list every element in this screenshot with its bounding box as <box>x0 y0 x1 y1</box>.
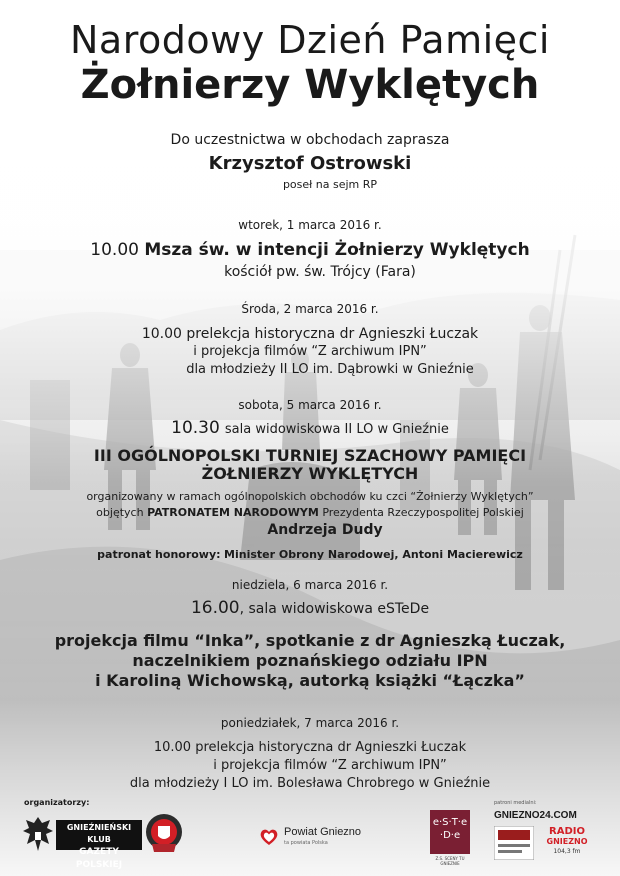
day5-line2: i projekcja filmów “Z archiwum IPN” <box>213 758 447 773</box>
club-line2: GAZETY POLSKIEJ <box>75 847 123 870</box>
radio-line1: RADIO <box>549 826 585 837</box>
club-logo <box>22 814 144 870</box>
radio-line2: GNIEZNO <box>546 837 588 846</box>
gniezno24-logo: GNIEZNO24.COM <box>494 810 577 821</box>
estede-caption: Z.S. SCENY TU GNIEZNIE <box>435 856 465 866</box>
day3-patronat: PATRONATEM NARODOWYM <box>147 506 319 519</box>
day1-place: kościół pw. św. Trójcy (Fara) <box>224 264 416 280</box>
heart-icon <box>258 826 280 848</box>
day1-date: wtorek, 1 marca 2016 r. <box>238 218 382 232</box>
day4-line2: naczelnikiem poznańskiego odziału IPN <box>132 651 488 670</box>
host-name: Krzysztof Ostrowski <box>208 153 412 174</box>
club-line1: GNIEŹNIEŃSKI KLUB <box>66 823 132 844</box>
day3-org-line1: organizowany w ramach ogólnopolskich obchodów ku czci “Żołnierzy Wyklętych” <box>86 490 534 503</box>
day4-line3: i Karoliną Wichowską, autorką książki “Łączka” <box>95 671 525 690</box>
invite-text: Do uczestnictwa w obchodach zaprasza <box>170 132 450 148</box>
radio-gniezno-logo <box>544 826 590 856</box>
media-caption: patroni medialni: <box>494 800 537 806</box>
day2-line3: dla młodzieży II LO im. Dąbrowki w Gnieźnie <box>186 362 474 377</box>
powiat-name: Powiat Gniezno <box>284 826 362 838</box>
day3-event-line2: ŻOŁNIERZY WYKLĘTYCH <box>201 464 419 483</box>
day3-time-line <box>0 418 620 438</box>
powiat-tagline: ta powiata Polska <box>284 840 328 846</box>
day4-time: 16.00 <box>190 598 240 618</box>
estede-text: e·S·T·e·D·e <box>432 817 468 841</box>
club-badge <box>56 820 142 870</box>
day5-line1 <box>0 740 620 755</box>
day2-text1: prelekcja historyczna dr Agnieszki Łuczak <box>186 326 479 342</box>
footer-logos <box>0 790 620 876</box>
day3-org-line2c: Prezydenta Rzeczypospolitej Polskiej <box>322 506 524 519</box>
estede-logo <box>430 810 470 854</box>
day5-time: 10.00 <box>153 740 192 755</box>
day2-line1 <box>0 326 620 342</box>
day5-text1: prelekcja historyczna dr Agnieszki Łuczak <box>195 740 467 755</box>
day3-time: 10.30 <box>171 418 220 438</box>
day2-date: Środa, 2 marca 2016 r. <box>241 302 379 316</box>
day3-honor-value: Minister Obrony Narodowej, Antoni Macierewicz <box>224 548 523 561</box>
day4-line1: projekcja filmu “Inka”, spotkanie z dr Agnieszką Łuczak, <box>54 631 566 650</box>
day3-org-line2 <box>0 506 620 519</box>
day3-president: Andrzeja Dudy <box>267 522 383 538</box>
day3-honor <box>0 548 620 561</box>
day5-line3: dla młodzieży I LO im. Bolesława Chrobrego w Gnieźnie <box>129 776 491 791</box>
day3-place: sala widowiskowa II LO w Gnieźnie <box>224 422 449 437</box>
host-role: poseł na sejm RP <box>282 178 378 191</box>
eagle-icon <box>22 814 54 854</box>
day3-date: sobota, 5 marca 2016 r. <box>238 398 382 412</box>
day1-event: Msza św. w intencji Żołnierzy Wyklętych <box>144 240 530 260</box>
day1-time: 10.00 <box>90 240 139 260</box>
newspaper-icon <box>494 826 534 860</box>
day1-event-line <box>0 240 620 260</box>
day4-time-line <box>0 598 620 618</box>
title-line2: Żołnierzy Wyklętych <box>80 62 540 108</box>
day3-honor-label: patronat honorowy: <box>97 548 221 561</box>
day4-place: , sala widowiskowa eSTeDe <box>239 601 430 617</box>
day3-event-line1: III OGÓLNOPOLSKI TURNIEJ SZACHOWY PAMIĘCI <box>93 446 527 465</box>
day2-line2: i projekcja filmów “Z archiwum IPN” <box>193 344 427 359</box>
school-crest-icon <box>144 810 184 856</box>
day3-org-line2a: objętych <box>96 506 144 519</box>
title-line1: Narodowy Dzień Pamięci <box>70 18 550 62</box>
day2-time: 10.00 <box>141 326 182 342</box>
day5-date: poniedziałek, 7 marca 2016 r. <box>220 716 400 730</box>
powiat-logo <box>258 824 366 852</box>
radio-freq: 104,3 fm <box>553 848 581 855</box>
day4-date: niedziela, 6 marca 2016 r. <box>231 578 389 592</box>
organizers-label: organizatorzy: <box>24 798 90 807</box>
